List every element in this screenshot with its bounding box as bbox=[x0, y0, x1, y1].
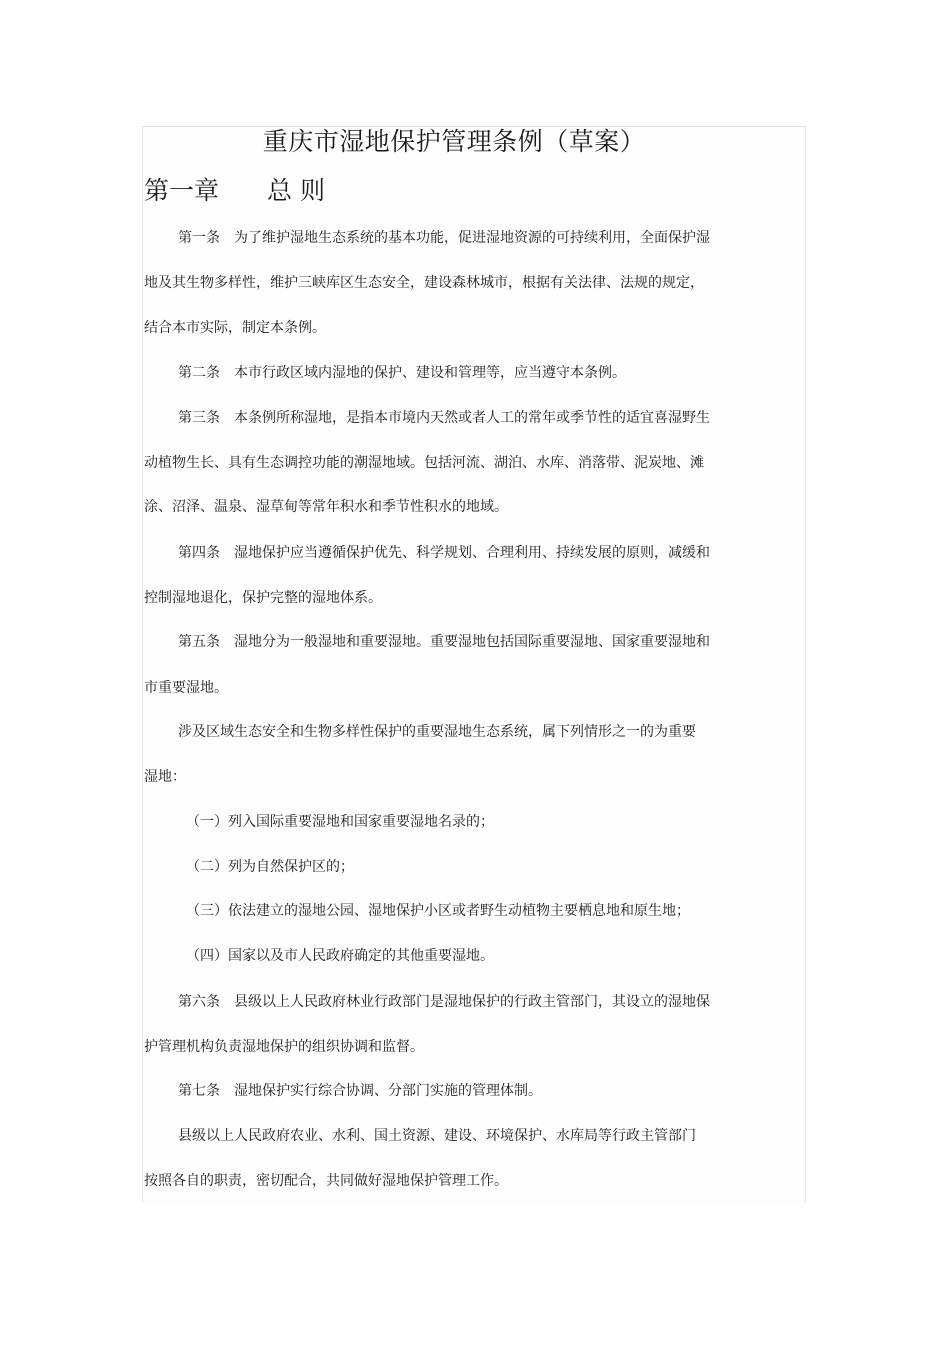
list-item-1: （一）列入国际重要湿地和国家重要湿地名录的； bbox=[186, 814, 494, 830]
article-4-line-2: 控制湿地退化，保护完整的湿地体系。 bbox=[144, 590, 382, 606]
article-2-line-1: 第二条 本市行政区域内湿地的保护、建设和管理等，应当遵守本条例。 bbox=[178, 365, 626, 381]
chapter-name: 总 则 bbox=[267, 176, 325, 205]
document-title: 重庆市湿地保护管理条例（草案） bbox=[262, 127, 646, 156]
article-5-para-2-line-1: 涉及区域生态安全和生物多样性保护的重要湿地生态系统，属下列情形之一的为重要 bbox=[178, 724, 696, 740]
article-4-line-1: 第四条 湿地保护应当遵循保护优先、科学规划、合理利用、持续发展的原则，减缓和 bbox=[178, 545, 710, 561]
article-1-line-2: 地及其生物多样性，维护三峡库区生态安全，建设森林城市，根据有关法律、法规的规定， bbox=[144, 275, 704, 291]
article-7-para-2-line-2: 按照各自的职责，密切配合，共同做好湿地保护管理工作。 bbox=[144, 1173, 508, 1189]
article-5-para-2-line-2: 湿地： bbox=[144, 769, 186, 785]
list-item-2: （二）列为自然保护区的； bbox=[186, 859, 354, 875]
article-3-line-3: 涂、沼泽、温泉、湿草甸等常年积水和季节性积水的地域。 bbox=[144, 499, 508, 515]
list-item-4: （四）国家以及市人民政府确定的其他重要湿地。 bbox=[186, 948, 494, 964]
article-1-line-3: 结合本市实际，制定本条例。 bbox=[144, 320, 326, 336]
chapter-heading bbox=[144, 172, 325, 210]
article-5-line-2: 市重要湿地。 bbox=[144, 680, 228, 696]
chapter-label: 第一章 bbox=[144, 176, 220, 205]
article-6-line-1: 第六条 县级以上人民政府林业行政部门是湿地保护的行政主管部门，其设立的湿地保 bbox=[178, 994, 710, 1010]
article-7-para-2-line-1: 县级以上人民政府农业、水利、国土资源、建设、环境保护、水库局等行政主管部门 bbox=[178, 1128, 696, 1144]
article-3-line-1: 第三条 本条例所称湿地，是指本市境内天然或者人工的常年或季节性的适宜喜湿野生 bbox=[178, 410, 710, 426]
article-1-line-1: 第一条 为了维护湿地生态系统的基本功能，促进湿地资源的可持续利用，全面保护湿 bbox=[178, 230, 710, 246]
list-item-3: （三）依法建立的湿地公园、湿地保护小区或者野生动植物主要栖息地和原生地； bbox=[186, 903, 690, 919]
article-7-line-1: 第七条 湿地保护实行综合协调、分部门实施的管理体制。 bbox=[178, 1083, 542, 1099]
article-6-line-2: 护管理机构负责湿地保护的组织协调和监督。 bbox=[144, 1039, 424, 1055]
article-5-line-1: 第五条 湿地分为一般湿地和重要湿地。重要湿地包括国际重要湿地、国家重要湿地和 bbox=[178, 634, 710, 650]
article-3-line-2: 动植物生长、具有生态调控功能的潮湿地域。包括河流、湖泊、水库、消落带、泥炭地、滩 bbox=[144, 455, 704, 471]
